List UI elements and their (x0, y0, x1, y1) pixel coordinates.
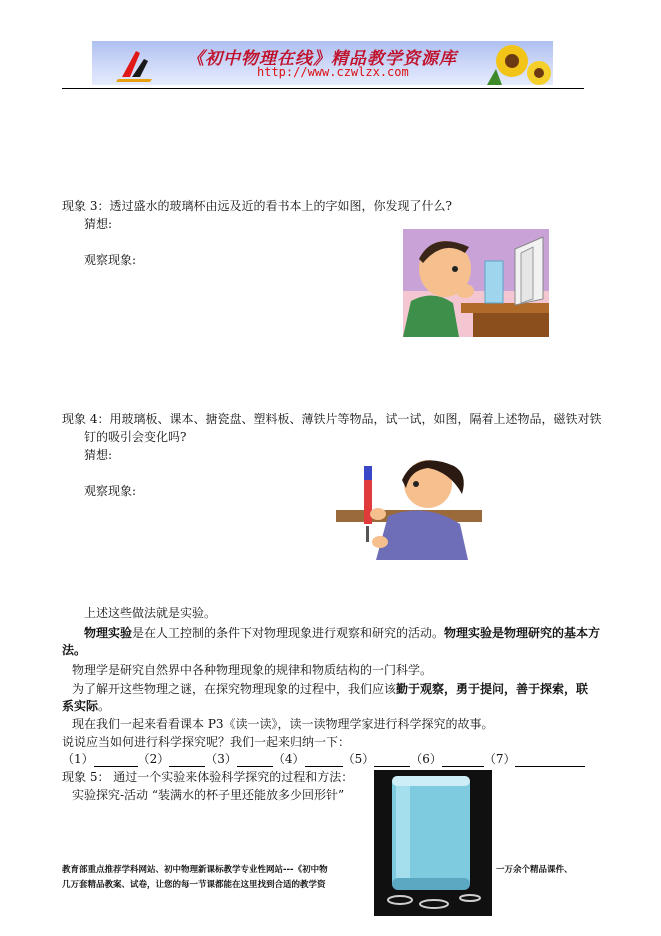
logo-icon (116, 51, 152, 82)
sunflower-icon (487, 45, 551, 85)
step-label: （1） (62, 752, 94, 766)
step-label: （6） (410, 752, 442, 766)
explore-period: 。 (98, 699, 111, 713)
definition-emphasis: 物理实验是物理研究的基本方 (444, 626, 601, 640)
paragraph-explore (72, 681, 588, 697)
phenomenon5-heading: 现象 5： 通过一个实验来体验科学探究的过程和方法： (62, 770, 354, 784)
definition-text: 是在人工控制的条件下对物理现象进行观察和研究的活动。 (132, 626, 445, 640)
header-banner (92, 41, 553, 85)
footer-line2: 几万套精品教案、试卷，让您的每一节课都能在这里找到合适的教学资 (62, 880, 326, 890)
banner-title: 《初中物理在线》精品教学资源库 (187, 49, 457, 69)
steps-row (62, 751, 585, 767)
banner-url[interactable]: http://www.czwlzx.com (257, 65, 409, 79)
paragraph-explore-end (62, 698, 110, 714)
step-blank[interactable] (374, 754, 410, 767)
paragraph-summary: 说说应当如何进行科学探究呢？我们一起来归纳一下： (62, 735, 351, 749)
illustration-girl-magnet (336, 444, 482, 560)
phenomenon4-guess-label: 猜想: (84, 448, 113, 462)
paragraph-reading: 现在我们一起来看看课本 P3《读一读》，读一读物理学家进行科学探究的故事。 (72, 717, 494, 731)
phenomenon3-question: 现象 3：透过盛水的玻璃杯由远及近的看书本上的字如图，你发现了什么? (62, 199, 452, 213)
term-physics-experiment: 物理实验 (84, 626, 133, 640)
illustration-boy-glass (403, 229, 549, 337)
activity-title: 实验探究-活动 “装满水的杯子里还能放多少回形针” (72, 788, 345, 802)
step-blank[interactable] (237, 754, 273, 767)
explore-emphasis-end: 系实际 (62, 699, 99, 713)
step-label: （2） (137, 752, 170, 766)
phenomenon4-observe-label: 观察现象: (84, 484, 137, 498)
step-blank[interactable] (442, 754, 484, 767)
explore-emphasis: 勤于观察，勇于提问，善于探索，联 (396, 682, 589, 696)
phenomenon3-observe-label: 观察现象: (84, 253, 137, 267)
header-divider (62, 88, 584, 89)
step-blank[interactable] (305, 754, 343, 767)
phenomenon3-guess-label: 猜想: (84, 217, 113, 231)
step-label: （3） (205, 752, 237, 766)
step-label: （7） (483, 752, 516, 766)
step-label: （5） (342, 752, 375, 766)
footer-line1-left: 教育部重点推荐学科网站、初中物理新课标教学专业性网站---《初中物 (62, 865, 328, 875)
phenomenon4-question-line1: 现象 4：用玻璃板、课本、搪瓷盘、塑料板、薄铁片等物品，试一试，如图，隔着上述物品，磁铁对铁 (62, 412, 602, 426)
step-blank[interactable] (94, 754, 138, 767)
step-blank[interactable] (515, 754, 585, 767)
definition-emphasis-end: 法。 (62, 643, 87, 657)
phenomenon4-question-line2: 钉的吸引会变化吗? (84, 430, 187, 444)
footer-line1-right: 一万余个精品课件、 (496, 865, 573, 875)
paragraph-physics: 物理学是研究自然界中各种物理现象的规律和物质结构的一门科学。 (72, 663, 433, 677)
paragraph-experiment: 上述这些做法就是实验。 (84, 606, 217, 620)
step-blank[interactable] (169, 754, 205, 767)
photo-water-cup (374, 770, 492, 916)
paragraph-definition (84, 625, 600, 641)
step-label: （4） (272, 752, 305, 766)
explore-text: 为了解开这些物理之谜，在探究物理现象的过程中，我们应该 (72, 682, 397, 696)
